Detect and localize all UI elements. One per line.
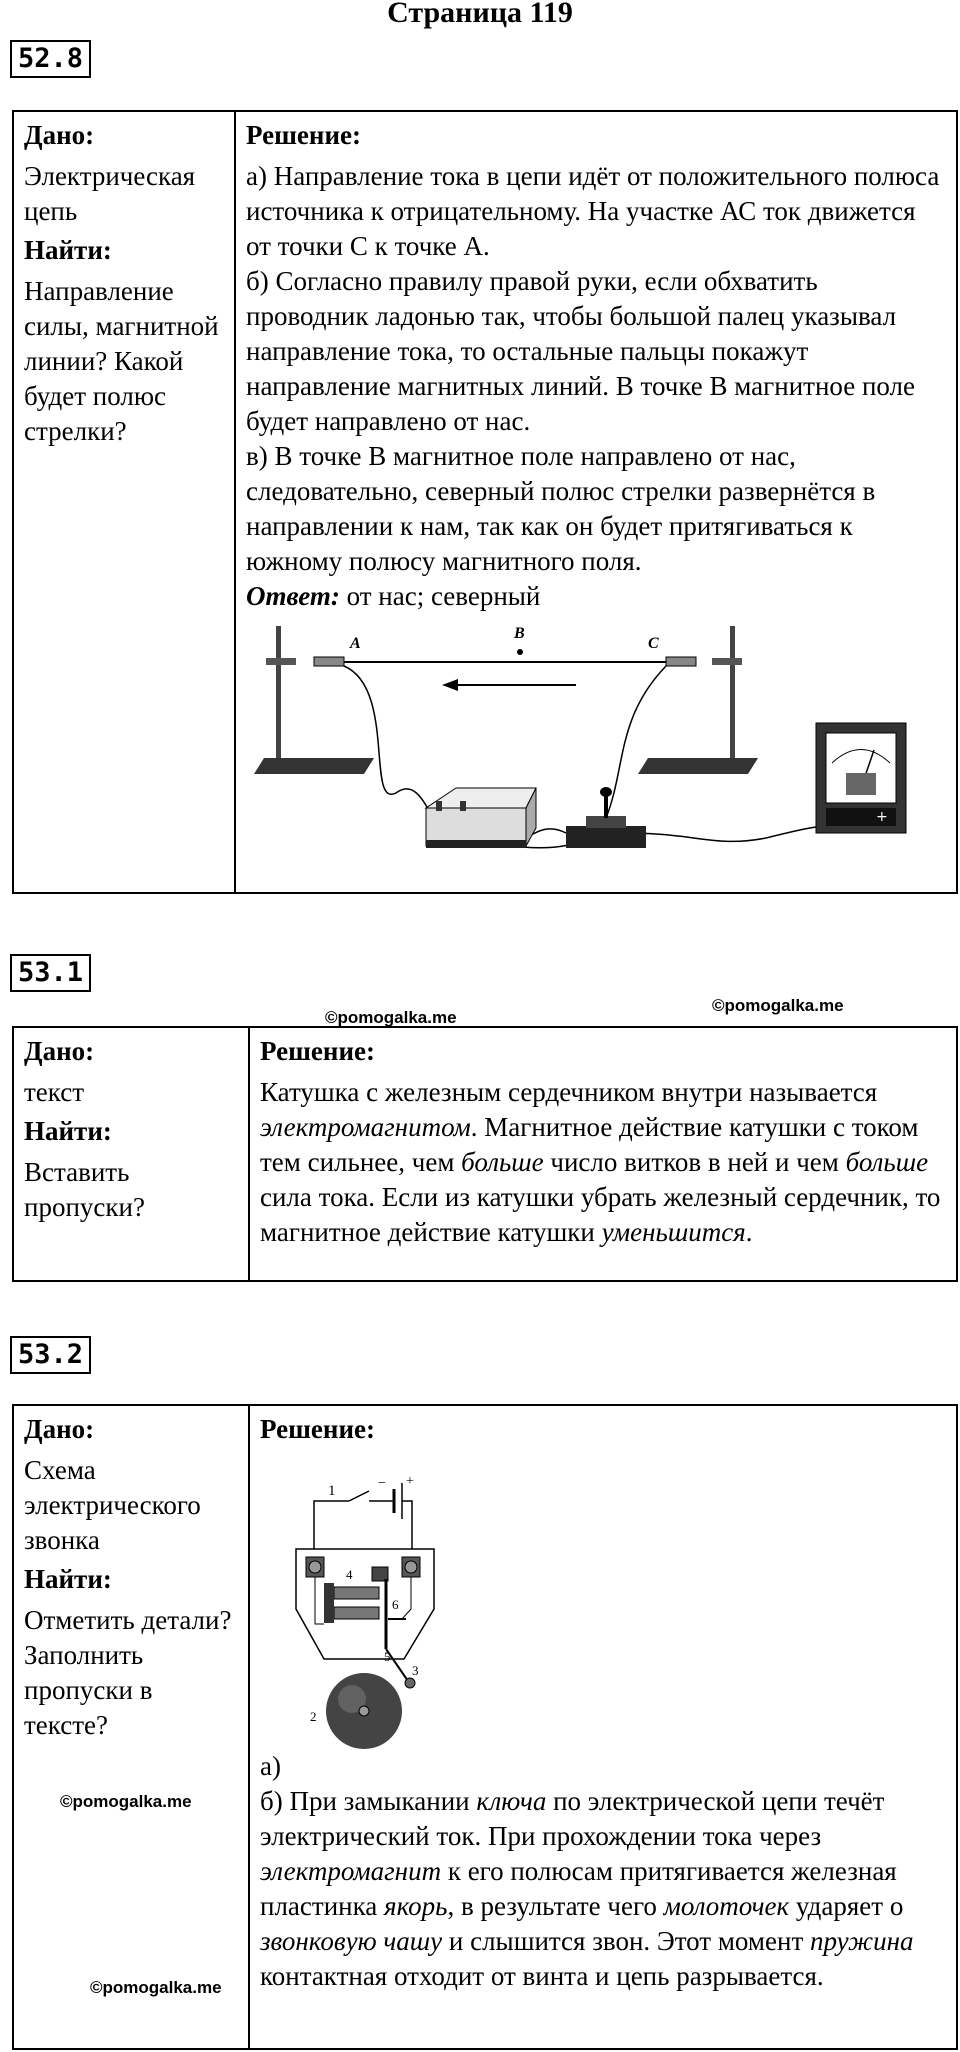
solution-part-b: б) При замыкании ключа по электрической цепи течёт электрический ток. При прохождении тока через электромагнит к его полюсам притягивается железная пластинка якорь, в результате чего молоточек ударяет о звонковую чашу и слышится звон. Этот момент пружина контактная отходит от винта и цепь разрывается. [260,1786,914,1991]
given-label: Дано: [24,1414,95,1444]
given-column [14,1406,250,2048]
current-arrow-icon [442,679,576,691]
given-text: Схема электрического звонка [24,1455,201,1555]
solution-part-c: в) В точке В магнитное поле направлено от нас, следовательно, северный полюс стрелки развернётся в направлении к нам, так как он будет притягиваться к южному полюсу магнитного поля. [246,441,876,576]
point-b-label: B [514,625,525,642]
part-5-label: 5 [384,1649,391,1664]
find-text: Направление силы, магнитной линии? Какой будет полюс стрелки? [24,276,219,446]
given-text: текст [24,1077,85,1107]
given-label: Дано: [24,1036,95,1066]
circuit-figure [246,618,946,858]
task-table [12,1404,958,2050]
electric-bell-figure [284,1449,464,1749]
terminal-icon [402,1557,420,1577]
watermark: ©pomogalka.me [712,996,844,1015]
switch-icon [566,787,646,848]
task-number: 53.1 [10,954,91,992]
task-table [12,1026,958,1282]
task-number: 52.8 [10,40,91,78]
find-label: Найти: [24,1116,112,1146]
solution-part-a: а) [260,1751,281,1781]
given-column [14,112,236,892]
watermark: ©pomogalka.me [60,1792,192,1811]
answer [246,579,946,614]
solution-text: Катушка с железным сердечником внутри называется электромагнитом. Магнитное действие катушки с током тем сильнее, чем больше число витков в ней и чем больше сила тока. Если из катушки убрать железный сердечник, то магнитное действие катушки уменьшится. [260,1077,941,1247]
page-title: Страница 119 [387,0,573,29]
find-label: Найти: [24,235,112,265]
battery-icon [426,788,536,848]
given-label: Дано: [24,120,95,150]
task-number: 53.2 [10,1336,91,1374]
solution-label: Решение: [260,1414,375,1444]
find-text: Отметить детали? Заполнить пропуски в тексте? [24,1605,232,1740]
given-column [14,1028,250,1280]
solution-column [236,112,956,892]
part-4-label: 4 [346,1567,353,1582]
terminal-icon [306,1557,324,1577]
part-2-label: 2 [310,1709,317,1724]
given-text: Электрическая цепь [24,161,196,226]
part-1-label: 1 [328,1483,336,1499]
watermark: ©pomogalka.me [325,1008,457,1027]
solution-column [250,1406,956,2048]
part-3-label: 3 [412,1663,419,1678]
svg-text:+: + [876,809,888,825]
task-table [12,110,958,894]
watermark: ©pomogalka.me [90,1978,222,1997]
answer-text: от нас; северный [339,581,541,611]
find-label: Найти: [24,1564,112,1594]
part-6-label: 6 [392,1597,399,1612]
solution-column [250,1028,956,1280]
point-a-label: A [350,635,361,652]
ammeter-icon [816,723,906,833]
solution-label: Решение: [260,1036,375,1066]
solution-part-b: б) Согласно правилу правой руки, если обхватить проводник ладонью так, чтобы большой палец указывал направление тока, то остальные пальцы покажут направление магнитных линий. В точке В магнитное поле будет направлено от нас. [246,266,916,436]
point-c-label: C [648,635,659,652]
bell-icon [326,1673,402,1749]
electromagnet-icon [324,1583,379,1623]
svg-text:−: − [378,1476,386,1491]
solution-label: Решение: [246,120,361,150]
svg-text:+: + [406,1474,414,1489]
find-text: Вставить пропуски? [24,1157,145,1222]
solution-part-a: а) Направление тока в цепи идёт от положительного полюса источника к отрицательному. На участке АС ток движется от точки С к точке А. [246,161,940,261]
answer-label: Ответ: [246,581,340,611]
